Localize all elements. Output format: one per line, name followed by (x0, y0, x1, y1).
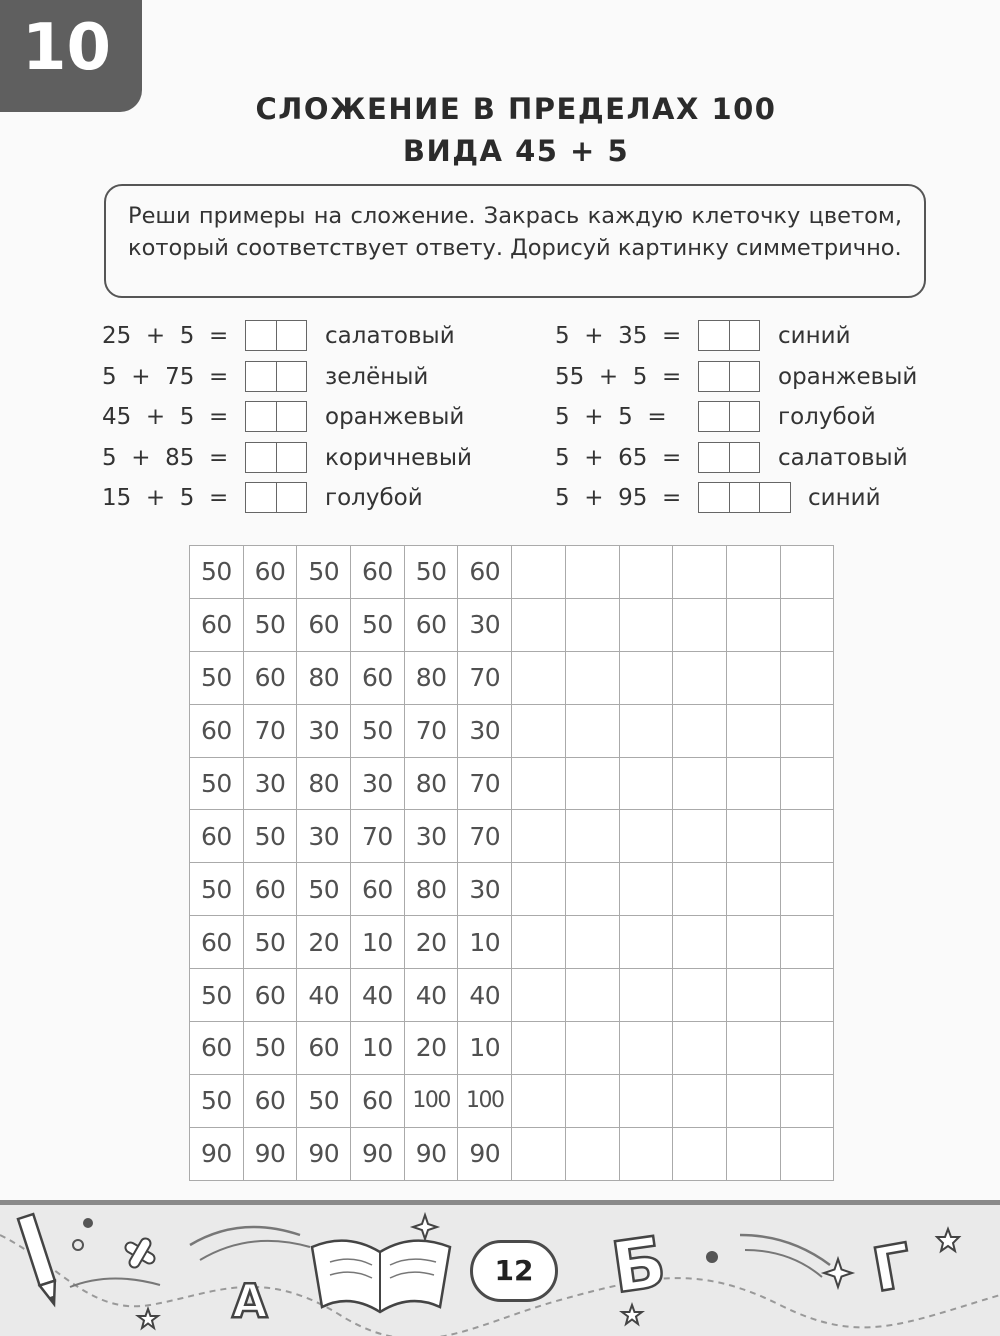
grid-cell[interactable] (780, 598, 834, 651)
grid-cell[interactable]: 30 (351, 757, 405, 810)
grid-cell[interactable]: 30 (458, 863, 512, 916)
answer-box[interactable] (698, 361, 760, 392)
grid-cell[interactable]: 40 (404, 969, 458, 1022)
grid-cell[interactable] (673, 757, 727, 810)
answer-box[interactable] (698, 482, 791, 513)
page-number: 12 (470, 1240, 558, 1302)
grid-cell[interactable] (726, 1127, 780, 1180)
grid-cell[interactable]: 30 (404, 810, 458, 863)
grid-cell[interactable]: 50 (243, 1022, 297, 1075)
equation-expression: 5 + 75 = (102, 363, 229, 390)
grid-cell[interactable] (619, 863, 673, 916)
letter-a-doodle: А (232, 1274, 268, 1328)
task-instructions: Реши примеры на сложение. Закрась каждую клеточку цветом, который соответствует ответу. Дорисуй картинку симметрично. (104, 184, 926, 298)
grid-cell[interactable]: 20 (404, 1022, 458, 1075)
book-icon (312, 1241, 450, 1312)
equation-expression: 25 + 5 = (102, 323, 229, 349)
answer-digit-cell[interactable] (246, 402, 277, 431)
grid-row (190, 1022, 834, 1075)
grid-cell[interactable]: 50 (190, 1074, 244, 1127)
grid-row (190, 598, 834, 651)
grid-cell[interactable] (673, 1127, 727, 1180)
grid-cell[interactable] (512, 969, 566, 1022)
grid-cell[interactable]: 50 (190, 969, 244, 1022)
grid-cell[interactable] (780, 651, 834, 704)
grid-cell[interactable] (512, 863, 566, 916)
grid-cell[interactable] (619, 546, 673, 599)
grid-cell[interactable]: 60 (351, 1074, 405, 1127)
grid-row (190, 1074, 834, 1127)
grid-cell[interactable] (673, 969, 727, 1022)
grid-cell[interactable] (619, 757, 673, 810)
grid-cell[interactable]: 40 (458, 969, 512, 1022)
grid-row (190, 757, 834, 810)
grid-cell[interactable]: 50 (351, 598, 405, 651)
color-name: коричневый (325, 444, 472, 471)
grid-cell[interactable] (726, 1022, 780, 1075)
answer-box[interactable] (245, 361, 307, 392)
grid-cell[interactable]: 80 (297, 757, 351, 810)
grid-cell[interactable] (780, 704, 834, 757)
grid-row (190, 863, 834, 916)
color-name: оранжевый (778, 363, 918, 390)
answer-box[interactable] (698, 320, 760, 351)
equation-expression: 45 + 5 = (102, 404, 229, 431)
grid-cell[interactable]: 60 (351, 651, 405, 704)
grid-cell[interactable]: 70 (458, 810, 512, 863)
grid-cell[interactable] (565, 810, 619, 863)
grid-cell[interactable]: 60 (190, 598, 244, 651)
grid-cell[interactable]: 70 (404, 704, 458, 757)
grid-cell[interactable] (780, 810, 834, 863)
grid-row (190, 546, 834, 599)
color-name: салатовый (325, 323, 455, 349)
answer-digit-cell[interactable] (277, 443, 307, 472)
grid-cell[interactable]: 80 (297, 651, 351, 704)
grid-cell[interactable] (673, 1022, 727, 1075)
grid-cell[interactable]: 90 (297, 1127, 351, 1180)
answer-digit-cell[interactable] (730, 402, 760, 431)
grid-cell[interactable]: 80 (404, 757, 458, 810)
grid-cell[interactable]: 50 (404, 546, 458, 599)
grid-cell[interactable]: 60 (351, 863, 405, 916)
grid-cell[interactable]: 10 (458, 1022, 512, 1075)
grid-cell[interactable] (780, 546, 834, 599)
grid-cell[interactable] (512, 546, 566, 599)
grid-cell[interactable]: 60 (243, 969, 297, 1022)
grid-cell[interactable]: 50 (297, 863, 351, 916)
grid-cell[interactable] (565, 546, 619, 599)
grid-cell[interactable] (565, 704, 619, 757)
grid-cell[interactable]: 10 (351, 916, 405, 969)
page-title-line-2: ВИДА 45 + 5 (402, 134, 630, 168)
grid-row (190, 810, 834, 863)
grid-cell[interactable] (726, 969, 780, 1022)
grid-cell[interactable] (619, 1074, 673, 1127)
grid-cell[interactable]: 50 (190, 651, 244, 704)
grid-cell[interactable]: 50 (297, 546, 351, 599)
grid-cell[interactable]: 100 (458, 1074, 512, 1127)
grid-row (190, 704, 834, 757)
grid-cell[interactable] (673, 704, 727, 757)
grid-cell[interactable] (619, 969, 673, 1022)
grid-cell[interactable]: 60 (243, 651, 297, 704)
grid-cell[interactable] (565, 757, 619, 810)
grid-row (190, 969, 834, 1022)
grid-cell[interactable]: 30 (458, 598, 512, 651)
grid-cell[interactable]: 60 (243, 546, 297, 599)
answer-digit-cell[interactable] (277, 321, 307, 350)
equation-expression: 5 + 5 = (555, 404, 667, 431)
grid-cell[interactable] (673, 1074, 727, 1127)
grid-cell[interactable]: 70 (243, 704, 297, 757)
grid-cell[interactable]: 40 (297, 969, 351, 1022)
grid-cell[interactable] (565, 1074, 619, 1127)
grid-cell[interactable]: 60 (190, 704, 244, 757)
grid-cell[interactable]: 90 (351, 1127, 405, 1180)
color-name: синий (808, 485, 881, 512)
equation-expression: 5 + 95 = (555, 485, 682, 512)
answer-digit-cell[interactable] (246, 443, 277, 472)
grid-cell[interactable] (512, 704, 566, 757)
color-name: голубой (325, 485, 423, 512)
answer-digit-cell[interactable] (277, 402, 307, 431)
color-name: голубой (778, 404, 876, 431)
grid-cell[interactable] (673, 810, 727, 863)
grid-cell[interactable] (726, 546, 780, 599)
answer-box[interactable] (245, 482, 307, 513)
grid-cell[interactable] (780, 757, 834, 810)
grid-cell[interactable]: 70 (458, 757, 512, 810)
star-icon (937, 1229, 959, 1251)
grid-cell[interactable]: 60 (190, 810, 244, 863)
grid-cell[interactable]: 60 (458, 546, 512, 599)
answer-box[interactable] (698, 401, 760, 432)
grid-cell[interactable] (565, 598, 619, 651)
answer-digit-cell[interactable] (699, 402, 730, 431)
grid-cell[interactable] (565, 1127, 619, 1180)
grid-cell[interactable]: 30 (458, 704, 512, 757)
plus-icon (118, 1231, 162, 1275)
grid-cell[interactable]: 10 (458, 916, 512, 969)
grid-cell[interactable]: 50 (190, 546, 244, 599)
answer-box[interactable] (245, 442, 307, 473)
grid-cell[interactable] (726, 757, 780, 810)
grid-cell[interactable] (726, 704, 780, 757)
grid-cell[interactable] (673, 651, 727, 704)
letter-b-doodle: Б (606, 1220, 671, 1310)
answer-digit-cell[interactable] (246, 321, 277, 350)
grid-cell[interactable] (726, 863, 780, 916)
grid-cell[interactable] (512, 1022, 566, 1075)
grid-cell[interactable] (726, 916, 780, 969)
answer-digit-cell[interactable] (730, 321, 760, 350)
grid-cell[interactable]: 10 (351, 1022, 405, 1075)
grid-row (190, 1127, 834, 1180)
grid-cell[interactable] (512, 1074, 566, 1127)
grid-cell[interactable]: 60 (297, 1022, 351, 1075)
grid-cell[interactable] (619, 1127, 673, 1180)
answer-digit-cell[interactable] (730, 362, 760, 391)
answer-digit-cell[interactable] (760, 483, 790, 512)
grid-cell[interactable] (726, 651, 780, 704)
grid-cell[interactable] (619, 704, 673, 757)
grid-cell[interactable]: 60 (190, 1022, 244, 1075)
grid-cell[interactable] (673, 598, 727, 651)
grid-cell[interactable] (565, 969, 619, 1022)
color-name: зелёный (325, 363, 429, 390)
grid-cell[interactable]: 100 (404, 1074, 458, 1127)
answer-digit-cell[interactable] (730, 443, 760, 472)
equation-expression: 5 + 65 = (555, 444, 682, 471)
answer-digit-cell[interactable] (277, 362, 307, 391)
answer-digit-cell[interactable] (699, 443, 730, 472)
grid-cell[interactable] (512, 598, 566, 651)
grid-cell[interactable] (512, 651, 566, 704)
star-icon (138, 1309, 158, 1328)
grid-cell[interactable]: 40 (351, 969, 405, 1022)
grid-cell[interactable] (673, 863, 727, 916)
grid-cell[interactable]: 60 (351, 546, 405, 599)
grid-cell[interactable]: 80 (404, 863, 458, 916)
answer-digit-cell[interactable] (730, 483, 761, 512)
grid-cell[interactable] (673, 546, 727, 599)
letter-g-doodle: Г (867, 1230, 918, 1307)
answer-digit-cell[interactable] (246, 483, 277, 512)
answer-digit-cell[interactable] (699, 362, 730, 391)
grid-row (190, 651, 834, 704)
grid-cell[interactable]: 50 (243, 598, 297, 651)
grid-cell[interactable] (619, 1022, 673, 1075)
grid-cell[interactable] (780, 916, 834, 969)
grid-cell[interactable]: 90 (458, 1127, 512, 1180)
grid-cell[interactable] (780, 1022, 834, 1075)
equation-expression: 55 + 5 = (555, 363, 682, 390)
color-name: салатовый (778, 444, 908, 471)
equation-expression: 5 + 85 = (102, 444, 229, 471)
grid-row (190, 916, 834, 969)
grid-cell[interactable] (780, 1127, 834, 1180)
grid-cell[interactable]: 70 (458, 651, 512, 704)
page-title-line-1: СЛОЖЕНИЕ В ПРЕДЕЛАХ 100 (255, 92, 777, 126)
grid-cell[interactable]: 80 (404, 651, 458, 704)
grid-cell[interactable] (565, 863, 619, 916)
answer-box[interactable] (245, 401, 307, 432)
grid-cell[interactable] (726, 810, 780, 863)
grid-cell[interactable] (565, 651, 619, 704)
grid-cell[interactable] (726, 598, 780, 651)
color-name: оранжевый (325, 404, 465, 431)
grid-cell[interactable] (780, 1074, 834, 1127)
grid-cell[interactable] (726, 1074, 780, 1127)
equation-expression: 5 + 35 = (555, 323, 682, 349)
grid-cell[interactable] (512, 757, 566, 810)
grid-cell[interactable] (619, 810, 673, 863)
grid-cell[interactable]: 20 (297, 916, 351, 969)
grid-cell[interactable] (619, 651, 673, 704)
grid-cell[interactable] (619, 598, 673, 651)
grid-cell[interactable]: 60 (404, 598, 458, 651)
answer-digit-cell[interactable] (699, 483, 730, 512)
grid-cell[interactable] (619, 916, 673, 969)
grid-cell[interactable]: 90 (190, 1127, 244, 1180)
grid-cell[interactable]: 60 (243, 1074, 297, 1127)
grid-cell[interactable]: 30 (297, 810, 351, 863)
grid-cell[interactable]: 50 (351, 704, 405, 757)
lesson-number-badge: 10 (0, 0, 142, 112)
grid-cell[interactable]: 50 (243, 810, 297, 863)
grid-cell[interactable] (780, 863, 834, 916)
grid-cell[interactable]: 70 (351, 810, 405, 863)
grid-cell[interactable]: 60 (190, 916, 244, 969)
answer-digit-cell[interactable] (246, 362, 277, 391)
grid-cell[interactable]: 50 (243, 916, 297, 969)
answer-box[interactable] (245, 320, 307, 351)
grid-cell[interactable]: 60 (297, 598, 351, 651)
star-icon (413, 1215, 437, 1239)
grid-cell[interactable]: 50 (297, 1074, 351, 1127)
answer-digit-cell[interactable] (277, 483, 307, 512)
grid-cell[interactable]: 60 (243, 863, 297, 916)
grid-cell[interactable]: 20 (404, 916, 458, 969)
grid-cell[interactable] (512, 810, 566, 863)
grid-cell[interactable] (512, 916, 566, 969)
grid-cell[interactable]: 90 (243, 1127, 297, 1180)
grid-cell[interactable] (565, 916, 619, 969)
pencil-icon (18, 1214, 62, 1306)
color-name: синий (778, 323, 851, 349)
grid-cell[interactable]: 30 (297, 704, 351, 757)
coloring-grid (189, 545, 834, 1181)
grid-cell[interactable] (512, 1127, 566, 1180)
grid-cell[interactable]: 50 (190, 757, 244, 810)
grid-cell[interactable]: 50 (190, 863, 244, 916)
grid-cell[interactable]: 90 (404, 1127, 458, 1180)
answer-box[interactable] (698, 442, 760, 473)
equation-expression: 15 + 5 = (102, 485, 229, 512)
answer-digit-cell[interactable] (699, 321, 730, 350)
grid-cell[interactable] (780, 969, 834, 1022)
grid-cell[interactable] (673, 916, 727, 969)
grid-cell[interactable] (565, 1022, 619, 1075)
grid-cell[interactable]: 30 (243, 757, 297, 810)
